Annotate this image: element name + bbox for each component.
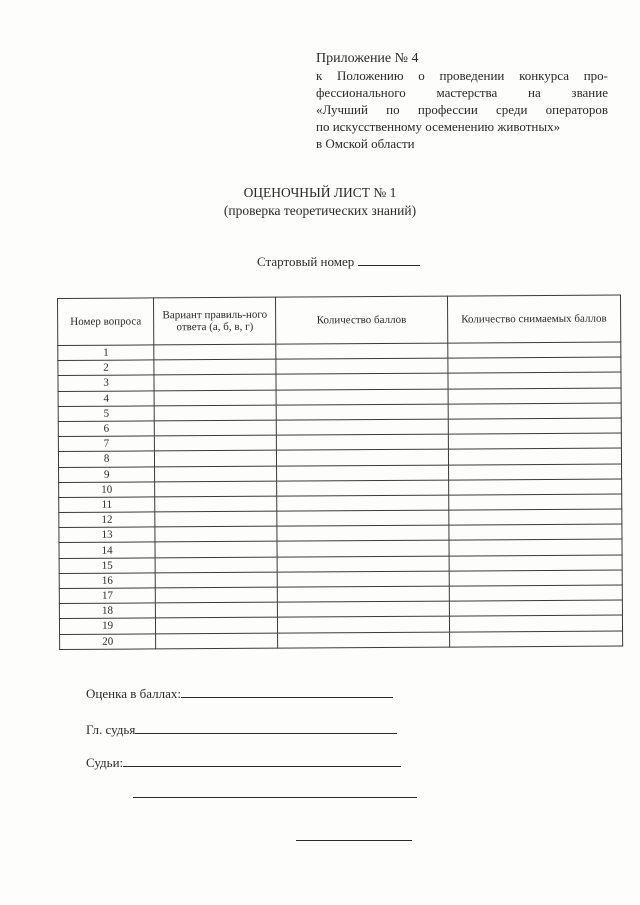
question-number-cell: 16: [59, 573, 155, 589]
answer-cell[interactable]: [154, 390, 276, 406]
score-blank[interactable]: [181, 684, 393, 698]
deducted-cell[interactable]: [449, 539, 623, 555]
answer-cell[interactable]: [155, 435, 277, 451]
table-header-row: [58, 295, 621, 345]
points-cell[interactable]: [277, 586, 449, 602]
question-number-cell: 6: [58, 421, 154, 437]
deducted-cell[interactable]: [448, 388, 622, 404]
answer-cell[interactable]: [155, 572, 277, 588]
answer-cell[interactable]: [154, 420, 276, 436]
answer-cell[interactable]: [154, 405, 276, 421]
answer-cell[interactable]: [155, 450, 277, 466]
points-cell[interactable]: [276, 434, 448, 450]
question-number-cell: 2: [58, 360, 154, 376]
deducted-cell[interactable]: [448, 524, 622, 540]
answer-cell[interactable]: [155, 542, 277, 558]
judge-signature-line[interactable]: [296, 840, 412, 841]
answer-cell[interactable]: [154, 375, 276, 391]
points-cell[interactable]: [276, 419, 448, 435]
points-cell[interactable]: [276, 373, 448, 389]
header-answer-option: Вариант правиль-ного ответа (а, б, в, г): [154, 297, 276, 345]
points-cell[interactable]: [277, 541, 449, 557]
appendix-text-line: «Лучший по профессии среди операторов: [316, 102, 608, 117]
question-number-cell: 9: [59, 466, 155, 482]
question-number-cell: 1: [58, 345, 154, 361]
deducted-cell[interactable]: [448, 433, 622, 449]
answer-cell[interactable]: [155, 496, 277, 512]
header-points: Количество баллов: [276, 296, 448, 344]
appendix-text-line: по искусственному осеменению животных»: [316, 119, 561, 134]
deducted-cell[interactable]: [448, 479, 622, 495]
judge-signature-line[interactable]: [133, 797, 417, 798]
points-cell[interactable]: [277, 495, 449, 511]
answer-cell[interactable]: [155, 526, 277, 542]
evaluation-table: [57, 295, 623, 650]
points-cell[interactable]: [277, 525, 449, 541]
question-number-cell: 7: [58, 436, 154, 452]
answer-cell[interactable]: [155, 587, 277, 603]
start-number-label: Стартовый номер: [257, 254, 355, 269]
deducted-cell[interactable]: [449, 600, 623, 616]
points-cell[interactable]: [276, 358, 448, 374]
answer-cell[interactable]: [156, 618, 278, 634]
question-number-cell: 11: [59, 497, 155, 513]
question-number-cell: 18: [59, 603, 155, 619]
points-cell[interactable]: [278, 616, 450, 632]
points-cell[interactable]: [277, 449, 449, 465]
table-row: [60, 631, 623, 650]
answer-cell[interactable]: [154, 344, 276, 360]
start-number: [257, 253, 420, 270]
points-cell[interactable]: [277, 465, 449, 481]
start-number-blank[interactable]: [358, 253, 420, 266]
points-cell[interactable]: [277, 480, 449, 496]
deducted-cell[interactable]: [449, 555, 623, 571]
answer-cell[interactable]: [155, 466, 277, 482]
title-main: ОЦЕНОЧНЫЙ ЛИСТ № 1: [243, 185, 397, 200]
deducted-cell[interactable]: [447, 342, 621, 358]
appendix-number: Приложение № 4: [316, 51, 419, 66]
question-number-cell: 14: [59, 542, 155, 558]
deducted-cell[interactable]: [448, 403, 622, 419]
points-cell[interactable]: [276, 343, 448, 359]
points-cell[interactable]: [276, 389, 448, 405]
answer-cell[interactable]: [155, 511, 277, 527]
points-cell[interactable]: [277, 510, 449, 526]
title-sub: (проверка теоретических знаний): [223, 203, 417, 218]
table-body: [58, 342, 623, 649]
points-cell[interactable]: [278, 632, 450, 648]
question-number-cell: 12: [59, 512, 155, 528]
points-cell[interactable]: [278, 601, 450, 617]
answer-cell[interactable]: [156, 633, 278, 649]
judges-blank[interactable]: [123, 753, 401, 767]
answer-cell[interactable]: [155, 557, 277, 573]
question-number-cell: 3: [58, 375, 154, 391]
answer-cell[interactable]: [154, 359, 276, 375]
deducted-cell[interactable]: [447, 357, 621, 373]
appendix-text-line: в Омской области: [316, 136, 415, 151]
chief-judge-field: [86, 720, 397, 738]
header-question-number: Номер вопроса: [58, 298, 155, 346]
appendix-header: [316, 50, 608, 152]
deducted-cell[interactable]: [448, 464, 622, 480]
judges-field: [86, 753, 401, 771]
deducted-cell[interactable]: [449, 585, 623, 601]
question-number-cell: 4: [58, 390, 154, 406]
header-deducted-points: Количество снимаемых баллов: [447, 295, 621, 343]
question-number-cell: 5: [58, 406, 154, 422]
deducted-cell[interactable]: [448, 509, 622, 525]
question-number-cell: 20: [60, 633, 156, 649]
deducted-cell[interactable]: [448, 418, 622, 434]
question-number-cell: 17: [59, 588, 155, 604]
score-label: Оценка в баллах:: [86, 686, 181, 701]
appendix-text-line: к Положению о проведении конкурса про-: [316, 68, 608, 83]
question-number-cell: 10: [59, 482, 155, 498]
deducted-cell[interactable]: [448, 494, 622, 510]
deducted-cell[interactable]: [449, 615, 623, 631]
document-title: [0, 184, 640, 220]
answer-cell[interactable]: [155, 481, 277, 497]
judges-label: Судьи:: [86, 755, 124, 770]
deducted-cell[interactable]: [448, 372, 622, 388]
points-cell[interactable]: [277, 571, 449, 587]
answer-cell[interactable]: [156, 602, 278, 618]
appendix-text-line: фессионального мастерства на звание: [316, 85, 608, 100]
deducted-cell[interactable]: [449, 631, 623, 647]
question-number-cell: 8: [58, 451, 154, 467]
chief-judge-label: Гл. судья: [86, 722, 136, 737]
question-number-cell: 15: [59, 558, 155, 574]
score-field: [86, 684, 393, 702]
points-cell[interactable]: [277, 556, 449, 572]
deducted-cell[interactable]: [448, 448, 622, 464]
points-cell[interactable]: [276, 404, 448, 420]
question-number-cell: 13: [59, 527, 155, 543]
question-number-cell: 19: [59, 618, 155, 634]
chief-judge-blank[interactable]: [135, 720, 397, 734]
deducted-cell[interactable]: [449, 570, 623, 586]
